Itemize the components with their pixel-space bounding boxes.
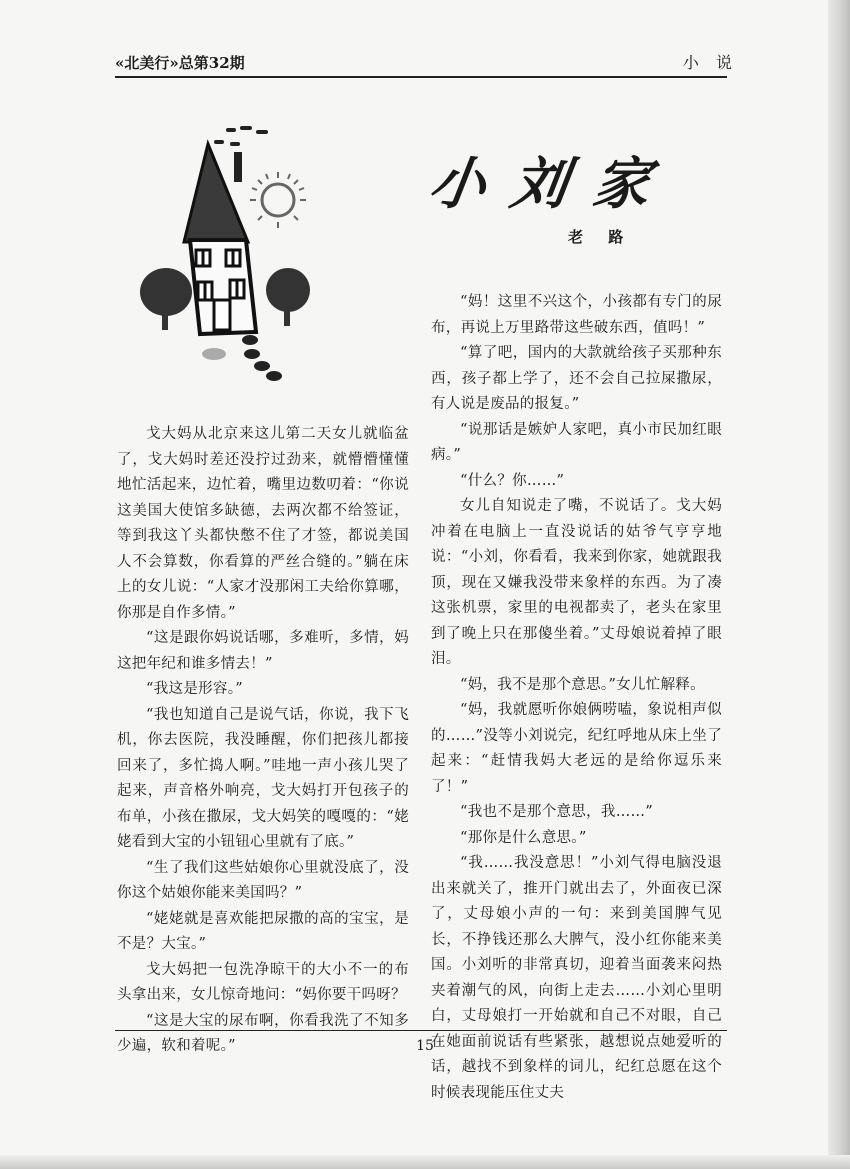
page-edge — [828, 0, 850, 1169]
footer-rule — [115, 1030, 727, 1031]
paragraph: “那你是什么意思。” — [460, 829, 587, 846]
grass-icon — [202, 348, 226, 360]
house-sun-illustration — [138, 122, 318, 382]
section-label: 小 说 — [682, 53, 738, 72]
header-rule — [115, 76, 727, 78]
paragraph: “我也知道自己是说气话，你说，我下飞机，你去医院，我没睡醒，你们把孩儿都接回来了，多忙捣人啊。”哇地一声小孩儿哭了起来，声音格外响亮，戈大妈打开包孩子的布单，小孩在撒尿，戈大妈笑的嘎嘎的：“姥姥看到大宝的小钮钮心里就有了底。” — [117, 706, 409, 850]
paragraph: “我也不是那个意思，我……” — [460, 804, 654, 820]
smoke-icon — [216, 128, 266, 144]
left-column — [117, 422, 409, 1060]
page-bottom-edge — [0, 1155, 850, 1169]
paragraph: 戈大妈从北京来这儿第二天女儿就临盆了，戈大妈时差还没拧过劲来，就懵懵懂懂地忙活起来，边忙着，嘴里边数叨着：“你说这美国大使馆多缺德，去两次都不给签证，等到我这丫头都快憋不住了才签，都说美国人不会算数，你看算的严丝合缝的。”躺在床上的女儿说：“人家才没那闲工夫给你算哪，你那是自作多情。” — [117, 426, 409, 621]
paragraph: “说那话是嫉妒人家吧，真小市民加红眼病。” — [431, 421, 722, 463]
paragraph: “这是大宝的尿布啊，你看我洗了不知多少遍，软和着呢。” — [117, 1012, 409, 1054]
paragraph: “妈，我不是那个意思。”女儿忙解释。 — [460, 676, 705, 693]
paragraph: “我这是形容。” — [146, 681, 243, 697]
paragraph: “妈！这里不兴这个，小孩都有专门的尿布，再说上万里路带这些破东西，值吗！” — [431, 294, 722, 336]
paragraph: “妈，我就愿听你娘俩唠嗑，象说相声似的……”没等小刘说完，纪红呼地从床上坐了起来：“赶情我妈大老远的是给你逗乐来了！” — [431, 702, 722, 795]
article-title: 小刘家 — [424, 151, 681, 217]
paragraph: “什么？你……” — [460, 472, 565, 489]
paragraph: “姥姥就是喜欢能把尿撒的高的宝宝，是不是？大宝。” — [117, 910, 409, 952]
magazine-issue-label: «北美行»总第32期 — [115, 54, 245, 72]
paragraph: “这是跟你妈说话哪，多难听，多情，妈这把年纪和谁多情去！” — [117, 630, 409, 672]
paragraph: 戈大妈把一包洗净晾干的大小不一的布头拿出来，女儿惊奇地问：“妈你要干吗呀？ — [117, 961, 409, 1003]
right-column — [431, 290, 722, 1106]
paragraph: 女儿自知说走了嘴，不说话了。戈大妈冲着在电脑上一直没说话的姑爷气亨亨地说：“小刘，你看看，我来到你家，她就跟我顶，现在又嫌我没带来象样的东西。为了凑这张机票，家里的电视都卖了，老头在家里到了晚上只在那傻坐着。”丈母娘说着掉了眼泪。 — [431, 498, 722, 667]
sun-icon — [250, 172, 306, 228]
page-number: 15 — [416, 1038, 434, 1054]
stepping-stones-icon — [242, 335, 282, 381]
paragraph: “算了吧，国内的大款就给孩子买那种东西，孩子都上学了，还不会自己拉屎撒尿，有人说是废品的报复。” — [431, 345, 722, 412]
paragraph: “我……我没意思！”小刘气得电脑没退出来就关了，推开门就出去了，外面夜已深了，丈母娘小声的一句：来到美国脾气见长，不挣钱还那么大脾气，没小红你能来美国。小刘听的非常真切，迎着当面袭来闷热夹着潮气的风，向街上走去……小刘心里明白，丈母娘打一开始就和自己不对眼，自己在她面前说话有些紧张，越想说点她爱听的话，越找不到象样的词儿，纪红总愿在这个时候表现能压住丈夫 — [431, 855, 722, 1101]
paragraph: “生了我们这些姑娘你心里就没底了，没你这个姑娘你能来美国吗？” — [117, 859, 409, 901]
door-icon — [214, 300, 230, 330]
article-author: 老 路 — [568, 228, 634, 246]
